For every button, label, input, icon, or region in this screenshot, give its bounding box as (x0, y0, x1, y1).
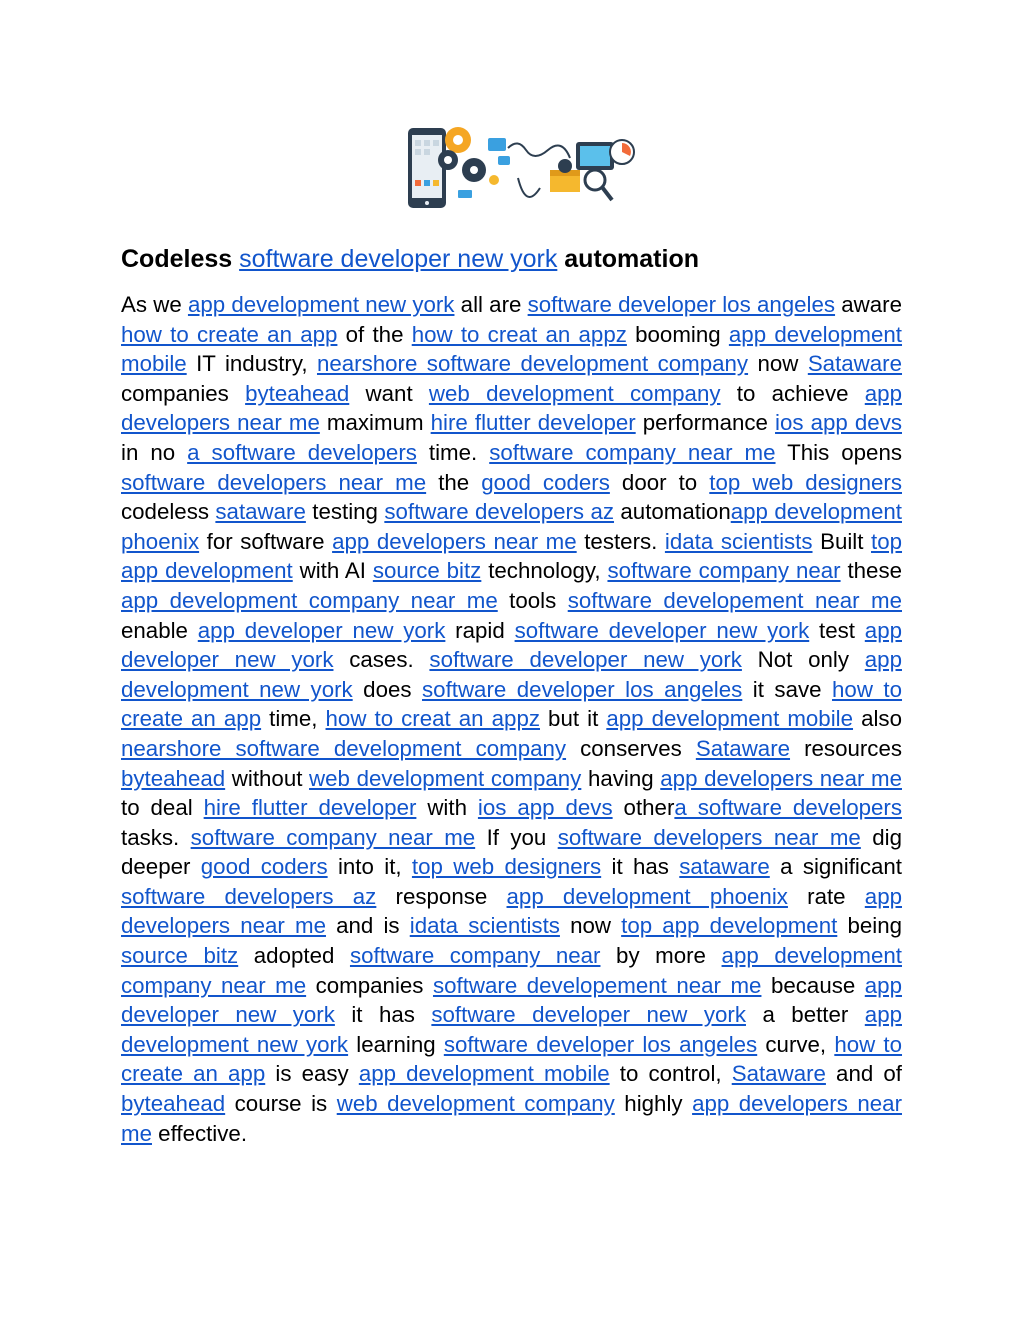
app-development-illustration-icon (400, 118, 642, 214)
inline-link[interactable]: app development company near me (121, 943, 902, 998)
inline-link[interactable]: software company near (349, 943, 601, 969)
body-text-run: also (853, 706, 902, 732)
body-text-run: rate (787, 883, 865, 909)
body-text-run: with (416, 795, 478, 821)
body-text-run: now (559, 913, 622, 939)
body-text-run: testing (305, 499, 385, 525)
body-text-run: If you (475, 824, 558, 850)
body-text-run: to achieve (720, 380, 865, 406)
body-text-run: companies (121, 380, 246, 406)
inline-link[interactable]: a software developers (674, 795, 902, 821)
inline-link[interactable]: web development company (428, 380, 721, 406)
inline-link[interactable]: how to creat an appz (325, 706, 540, 732)
inline-link[interactable]: how to create an app (121, 321, 338, 347)
inline-link[interactable]: app development company near me (121, 587, 498, 613)
body-text-run: enable (121, 617, 198, 643)
inline-link[interactable]: web development company (336, 1091, 615, 1117)
body-text-run: having (581, 765, 661, 791)
inline-link[interactable]: software developer los angeles (527, 292, 836, 317)
body-text-run: highly (614, 1091, 693, 1117)
inline-link[interactable]: app development phoenix (506, 883, 788, 909)
inline-link[interactable]: software developers near me (121, 469, 427, 495)
body-text-run: in no (121, 439, 188, 465)
body-text-run: curve, (757, 1031, 835, 1057)
inline-link[interactable]: software developers az (121, 883, 377, 909)
body-text-run: without (225, 765, 310, 791)
inline-link[interactable]: hire flutter developer (430, 410, 636, 436)
body-text-run: now (748, 351, 808, 377)
body-text-run: rapid (445, 617, 515, 643)
body-text-run: being (837, 913, 902, 939)
body-text-run: and of (825, 1061, 902, 1087)
inline-link[interactable]: app development phoenix (121, 499, 902, 554)
body-text-run: tasks. (121, 824, 191, 850)
body-text-run: automation (614, 499, 731, 525)
inline-link[interactable]: ios app devs (775, 410, 902, 436)
body-text-run: cases. (333, 647, 430, 673)
inline-link[interactable]: app developer new york (121, 617, 902, 673)
body-text-run: IT industry, (186, 351, 317, 377)
inline-link[interactable]: top web designers (709, 469, 902, 495)
title-text-before: Codeless (121, 245, 240, 273)
body-text-run: into it, (327, 854, 412, 880)
inline-link[interactable]: source bitz (121, 943, 239, 969)
inline-link[interactable]: Sataware (731, 1061, 826, 1087)
inline-link[interactable]: app developers near me (121, 380, 902, 436)
body-text-run: booming (626, 321, 729, 347)
title-text-after: automation (557, 245, 699, 273)
inline-link[interactable]: top app development (121, 528, 903, 584)
body-paragraph (121, 290, 902, 1148)
inline-link[interactable]: byteahead (121, 765, 226, 791)
inline-link[interactable]: web development company (309, 765, 582, 791)
body-text-run: a significant (769, 854, 902, 880)
inline-link[interactable]: app development mobile (358, 1061, 610, 1087)
inline-link[interactable]: nearshore software development company (121, 735, 567, 761)
inline-link[interactable]: app development new york (121, 1002, 902, 1057)
inline-link[interactable]: software developer los angeles (422, 676, 743, 702)
body-text-run: This opens (775, 439, 902, 465)
body-text-run: course is (225, 1091, 337, 1117)
body-text-run: testers. (576, 528, 665, 554)
body-text-run: codeless (121, 499, 216, 525)
body-text-run: want (349, 380, 429, 406)
body-text-run: As we (121, 292, 188, 317)
body-text-run: performance (635, 410, 776, 436)
inline-link[interactable]: good coders (200, 854, 328, 880)
inline-link[interactable]: app development mobile (606, 706, 854, 732)
inline-link[interactable]: Sataware (807, 351, 903, 377)
inline-link[interactable]: sataware (215, 499, 306, 525)
inline-link[interactable]: how to creat an appz (411, 321, 627, 347)
body-text-run: dig deeper (121, 824, 902, 880)
body-text-run: with AI (292, 558, 373, 584)
inline-link[interactable]: how to create an app (121, 1031, 903, 1087)
inline-link[interactable]: ios app devs (477, 795, 613, 821)
inline-link[interactable]: app developers near me (121, 1091, 902, 1146)
page-title (121, 240, 921, 278)
inline-link[interactable]: software developer new york (431, 1002, 746, 1028)
body-text-run: these (840, 558, 902, 584)
body-text-run: to deal (121, 795, 204, 821)
body-text-run: and is (325, 913, 410, 939)
body-text-run: adopted (238, 943, 350, 969)
inline-link[interactable]: sataware (679, 854, 770, 880)
inline-link[interactable]: app developers near me (660, 765, 902, 791)
inline-link[interactable]: software developer new york (514, 617, 810, 643)
body-text-run: time, (261, 706, 326, 732)
body-text-run: aware (835, 292, 902, 317)
inline-link[interactable]: software developer new york (429, 647, 742, 673)
inline-link[interactable]: how to create an app (121, 676, 903, 732)
body-text-run: all are (454, 292, 528, 317)
body-text-run: response (376, 883, 507, 909)
body-text-run: the (426, 469, 482, 495)
body-text-run: it has (334, 1002, 432, 1028)
inline-link[interactable]: app developers near me (121, 883, 902, 939)
body-text-run: test (809, 617, 865, 643)
body-text-run: a better (745, 1002, 865, 1028)
inline-link[interactable]: Sataware (695, 735, 791, 761)
inline-link[interactable]: good coders (481, 469, 610, 495)
inline-link[interactable]: idata scientists (664, 528, 813, 554)
body-text-run: it has (601, 854, 680, 880)
body-text-run: time. (416, 439, 490, 465)
body-text-run: to control, (609, 1061, 732, 1087)
inline-link[interactable]: byteahead (245, 380, 350, 406)
inline-link[interactable]: app developer new york (121, 972, 902, 1028)
inline-link[interactable]: software developement near me (432, 972, 762, 998)
title-link[interactable]: software developer new york (239, 245, 558, 273)
body-text-run: but it (540, 706, 607, 732)
body-text-run: technology, (481, 558, 608, 584)
inline-link[interactable]: app developers near me (332, 528, 577, 554)
inline-link[interactable]: software developer los angeles (443, 1031, 758, 1057)
inline-link[interactable]: app developer new york (197, 617, 446, 643)
body-text-run: of the (337, 321, 412, 347)
body-text-run: for software (199, 528, 333, 554)
body-text-run: learning (348, 1031, 444, 1057)
body-text-run: Not only (741, 647, 865, 673)
body-text-run: resources (790, 735, 903, 761)
inline-link[interactable]: software company near (607, 558, 841, 584)
inline-link[interactable]: idata scientists (409, 913, 560, 939)
body-text-run: Built (812, 528, 872, 554)
inline-link[interactable]: app development new york (187, 292, 455, 317)
inline-link[interactable]: app development mobile (121, 321, 903, 377)
inline-link[interactable]: app development new york (121, 647, 902, 702)
inline-link[interactable]: top web designers (411, 854, 602, 880)
body-text-run: tools (497, 587, 568, 613)
inline-link[interactable]: byteahead (121, 1091, 226, 1117)
inline-link[interactable]: software developement near me (567, 587, 902, 613)
body-text-run: companies (306, 972, 433, 998)
inline-link[interactable]: nearshore software development company (316, 351, 749, 377)
body-text-run: by more (600, 943, 722, 969)
body-text-run: is easy (265, 1061, 359, 1087)
body-text-run: because (761, 972, 865, 998)
inline-link[interactable]: software company near me (489, 439, 776, 465)
inline-link[interactable]: software company near me (190, 824, 476, 850)
inline-link[interactable]: source bitz (372, 558, 482, 584)
inline-link[interactable]: a software developers (187, 439, 417, 465)
body-text-run: door to (609, 469, 710, 495)
inline-link[interactable]: hire flutter developer (203, 795, 417, 821)
inline-link[interactable]: software developers az (384, 499, 615, 525)
body-text-run: maximum (319, 410, 431, 436)
body-text-run: effective. (151, 1120, 248, 1146)
inline-link[interactable]: top app development (621, 913, 838, 939)
body-text-run: it save (742, 676, 833, 702)
body-text-run: other (612, 795, 675, 821)
body-text-run: does (352, 676, 423, 702)
body-text-run: conserves (566, 735, 696, 761)
inline-link[interactable]: software developers near me (557, 824, 861, 850)
